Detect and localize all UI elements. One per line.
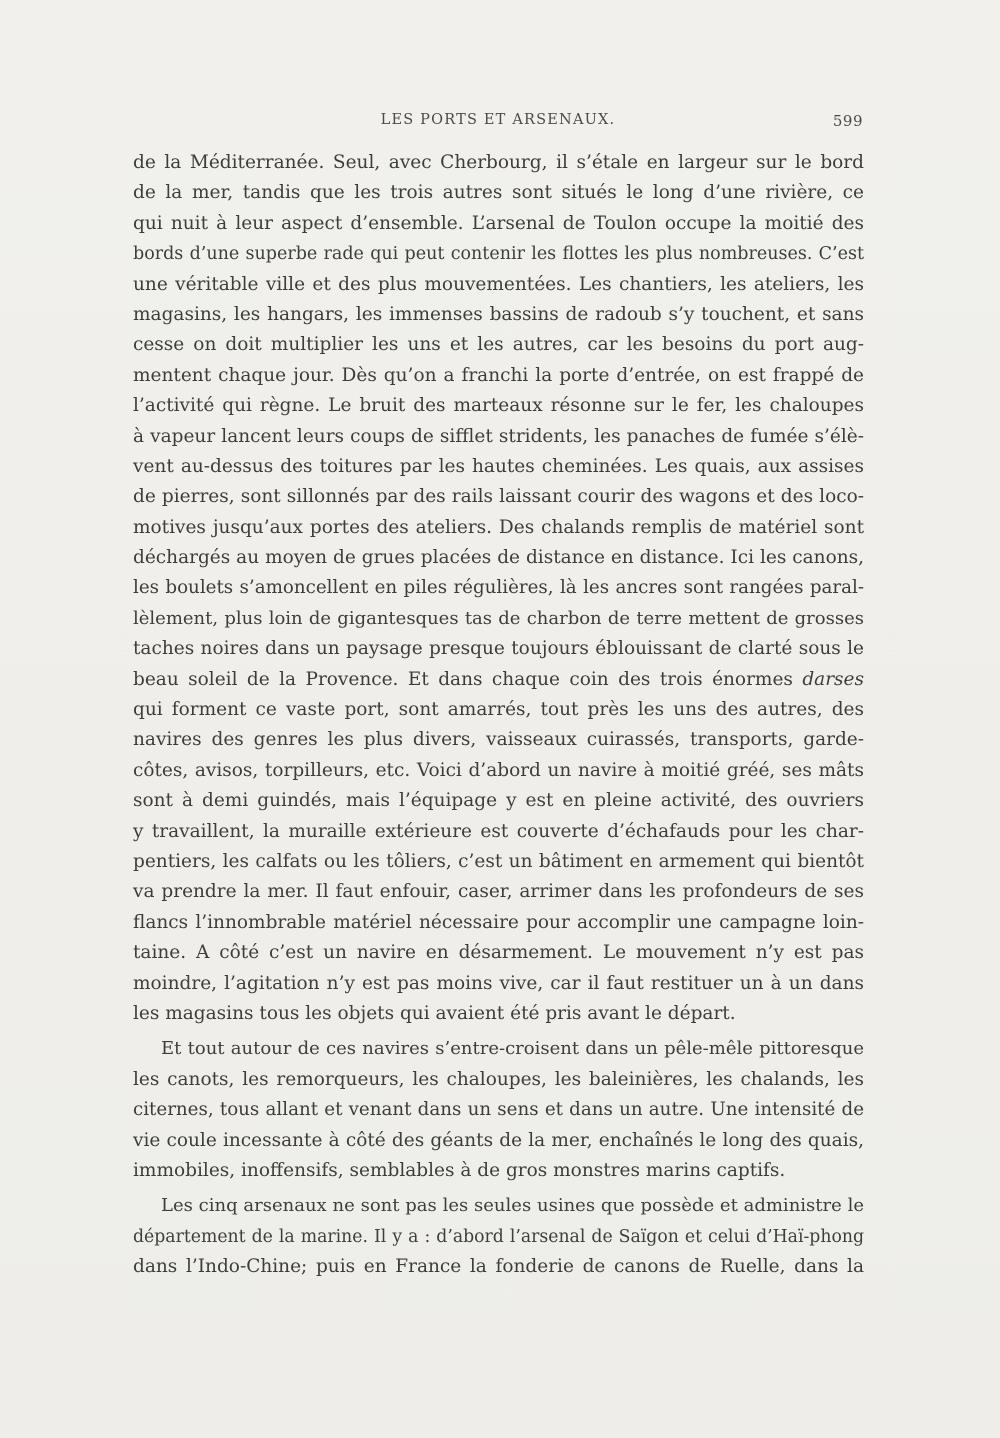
text-line: taine. A côté c’est un navire en désarmement. Le mouvement n’y est pas: [133, 942, 864, 964]
text-line: motives jusqu’aux portes des ateliers. Des chalands remplis de matériel sont: [133, 516, 864, 538]
text-line: pentiers, les calfats ou les tôliers, c’est un bâtiment en armement qui bientôt: [133, 850, 864, 872]
text-line: côtes, avisos, torpilleurs, etc. Voici d’abord un navire à moitié gréé, ses mâts: [133, 759, 864, 781]
text-line: citernes, tous allant et venant dans un sens et dans un autre. Une intensité de: [133, 1099, 864, 1121]
paragraph-1: [133, 148, 864, 1029]
text-line: Et tout autour de ces navires s’entre-croisent dans un pêle-mêle pittoresque: [161, 1038, 864, 1060]
text-line: moindre, l’agitation n’y est pas moins vive, car il faut restituer un à un dans: [133, 972, 864, 994]
text-line: l’activité qui règne. Le bruit des marteaux résonne sur le fer, les chaloupes: [133, 395, 864, 417]
text-line-with-italic: [133, 665, 864, 695]
text-line: les boulets s’amoncellent en piles régulières, là les ancres sont rangées paral-: [133, 577, 864, 599]
text-line: de la Méditerranée. Seul, avec Cherbourg, il s’étale en largeur sur le bord: [133, 152, 864, 173]
text-line: département de la marine. Il y a : d’abord l’arsenal de Saïgon et celui d’Haï-phong: [133, 1226, 864, 1247]
text-line: une véritable ville et des plus mouvementées. Les chantiers, les ateliers, les: [133, 273, 864, 295]
text-line: de la mer, tandis que les trois autres sont situés le long d’une rivière, ce: [133, 182, 864, 204]
text-line: cesse on doit multiplier les uns et les autres, car les besoins du port aug-: [133, 334, 864, 356]
text-line: Les cinq arsenaux ne sont pas les seules usines que possède et administre le: [161, 1195, 864, 1217]
running-head: [133, 110, 863, 134]
text-segment: beau soleil de la Provence. Et dans chaque coin des trois énormes: [133, 668, 793, 690]
text-line: lèlement, plus loin de gigantesques tas de charbon de terre mettent de grosses: [133, 607, 864, 629]
text-line: vie coule incessante à côté des géants de la mer, enchaînés le long des quais,: [133, 1129, 864, 1151]
text-line: magasins, les hangars, les immenses bassins de radoub s’y touchent, et sans: [133, 303, 864, 325]
text-line: les magasins tous les objets qui avaient été pris avant le départ.: [133, 1002, 736, 1024]
page-number: 599: [832, 112, 863, 130]
text-line: qui forment ce vaste port, sont amarrés, tout près les uns des autres, des: [133, 699, 864, 721]
text-line: dans l’Indo-Chine; puis en France la fonderie de canons de Ruelle, dans la: [133, 1256, 864, 1278]
text-line: immobiles, inoffensifs, semblables à de gros monstres marins captifs.: [133, 1159, 786, 1181]
text-line: taches noires dans un paysage presque toujours éblouissant de clarté sous le: [133, 638, 864, 660]
text-line: à vapeur lancent leurs coups de sifflet stridents, les panaches de fumée s’élè-: [133, 425, 864, 447]
text-line: mentent chaque jour. Dès qu’on a franchi la porte d’entrée, on est frappé de: [133, 364, 864, 386]
text-line: les canots, les remorqueurs, les chaloupes, les baleinières, les chalands, les: [133, 1068, 864, 1090]
text-line: navires des genres les plus divers, vaisseaux cuirassés, transports, garde-: [133, 729, 864, 751]
text-line: de pierres, sont sillonnés par des rails laissant courir des wagons et des loco-: [133, 486, 864, 508]
text-line: qui nuit à leur aspect d’ensemble. L’arsenal de Toulon occupe la moitié des: [133, 212, 864, 234]
text-line: flancs l’innombrable matériel nécessaire pour accomplir une campagne loin-: [133, 911, 864, 933]
running-title: LES PORTS ET ARSENAUX.: [380, 112, 616, 128]
paragraph-3: [133, 1191, 864, 1282]
italic-term: darses: [802, 668, 864, 690]
text-line: déchargés au moyen de grues placées de distance en distance. Ici les canons,: [133, 547, 864, 569]
text-line: sont à demi guindés, mais l’équipage y est en pleine activité, des ouvriers: [133, 790, 864, 812]
text-line: va prendre la mer. Il faut enfouir, caser, arrimer dans les profondeurs de ses: [133, 881, 864, 903]
text-line: y travaillent, la muraille extérieure est couverte d’échafauds pour les char-: [133, 820, 864, 842]
paragraph-2: [133, 1034, 864, 1186]
text-line: vent au-dessus des toitures par les hautes cheminées. Les quais, aux assises: [133, 455, 864, 477]
text-line: bords d’une superbe rade qui peut contenir les flottes les plus nombreuses. C’est: [133, 244, 864, 265]
body-text: [133, 148, 864, 1282]
